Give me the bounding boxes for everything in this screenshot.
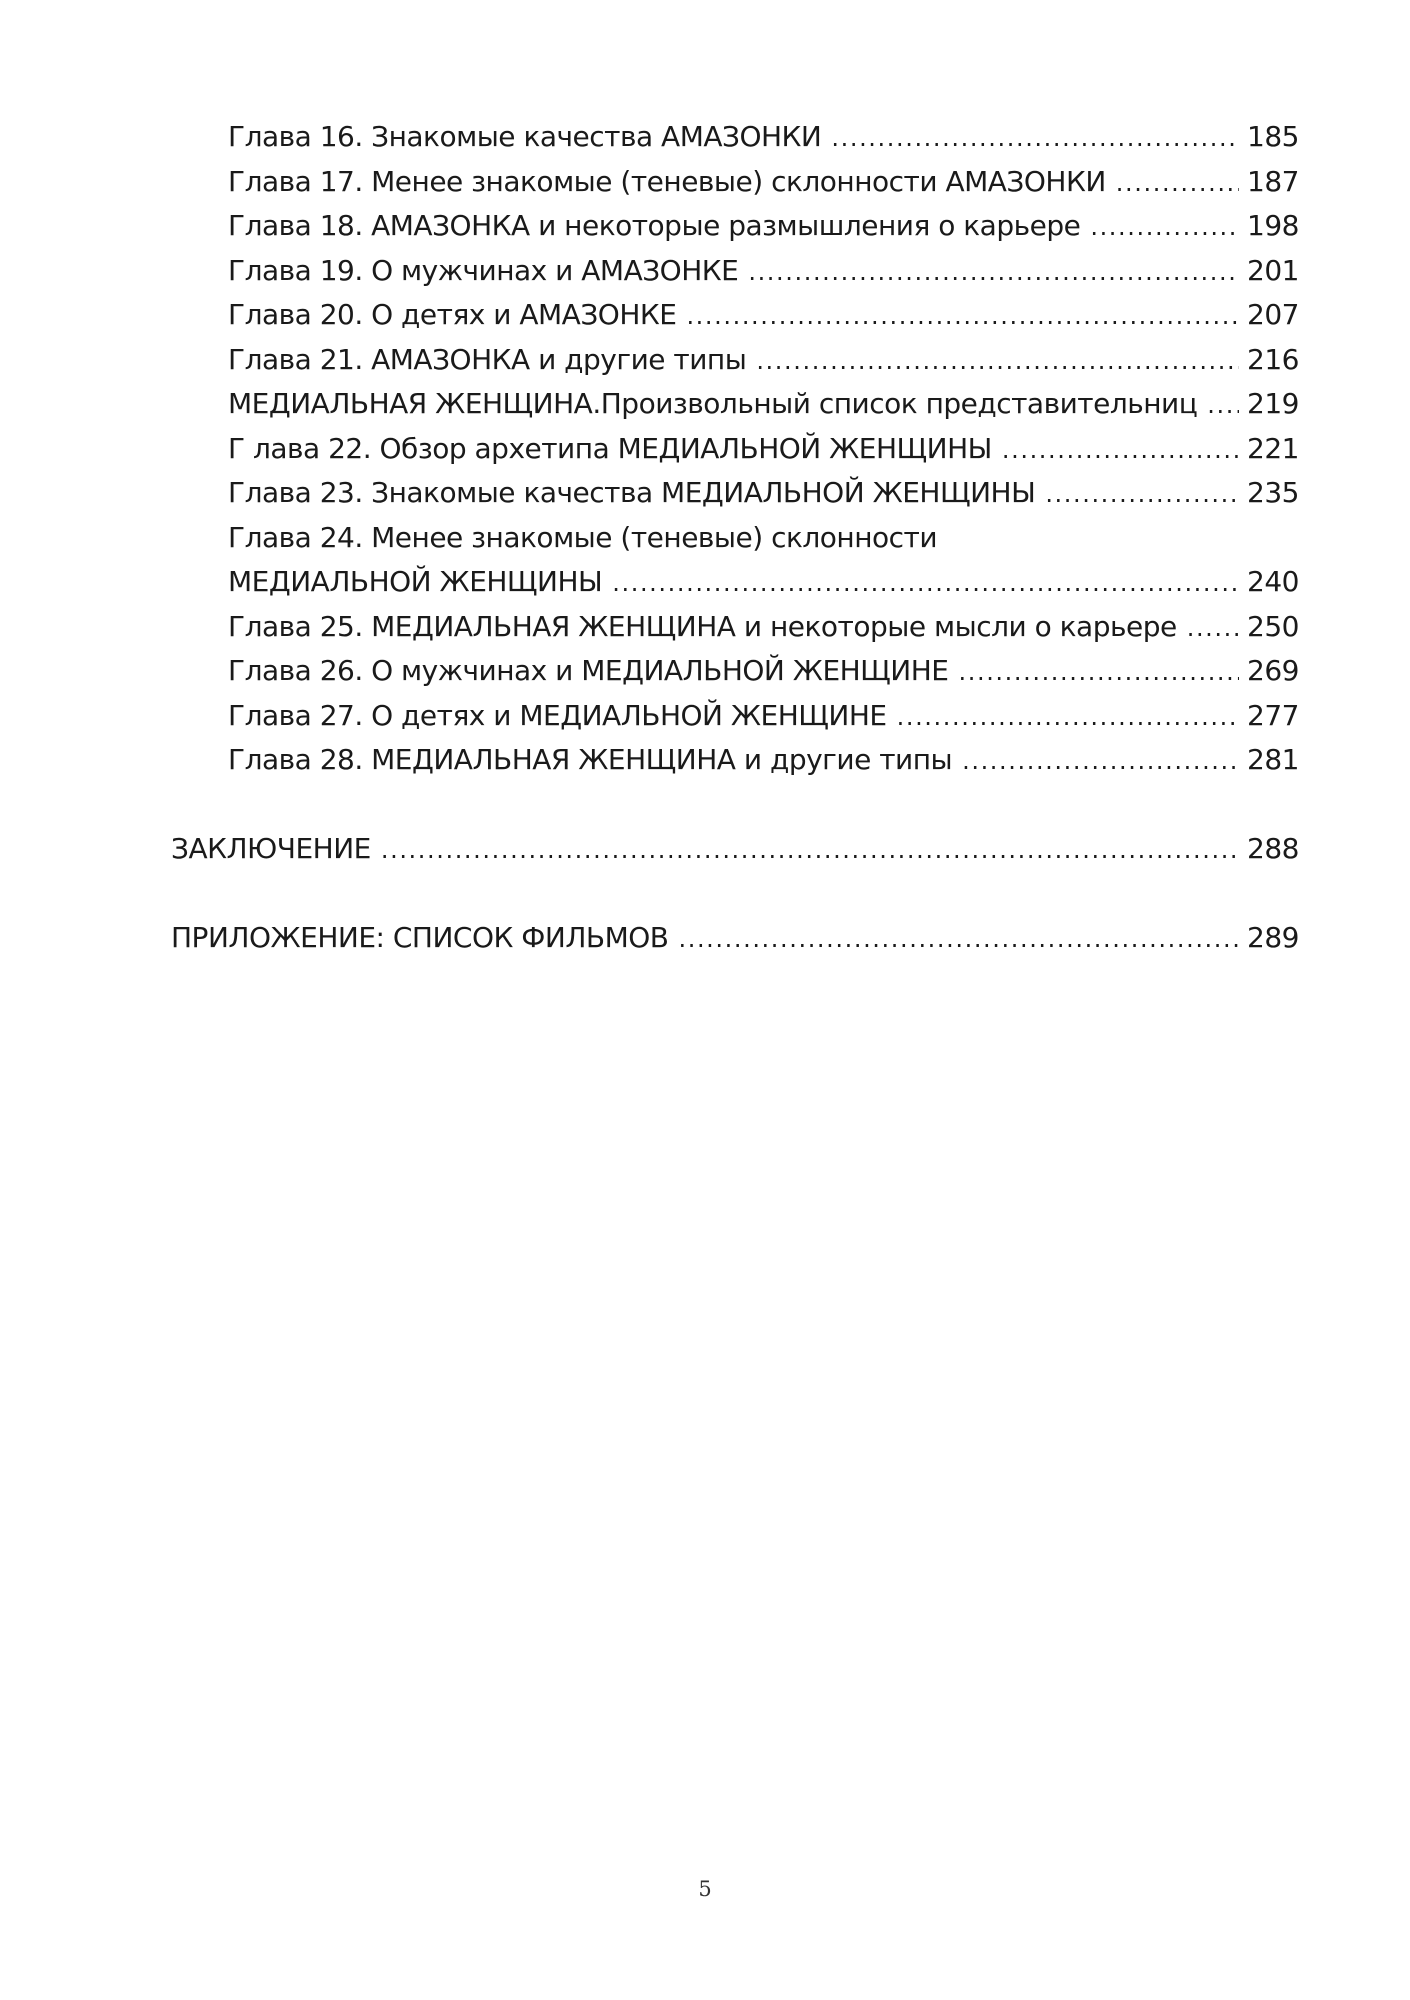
toc-entry-page: 281 (1247, 743, 1299, 776)
toc-entry-chapter-25 (171, 605, 1299, 650)
toc-entry-page: 235 (1247, 476, 1299, 509)
toc-entry-title: Глава 18. АМАЗОНКА и некоторые размышления о карьере (228, 209, 1081, 242)
dot-leader (748, 250, 1239, 295)
dot-leader (1002, 428, 1239, 473)
toc-entry-title: Глава 25. МЕДИАЛЬНАЯ ЖЕНЩИНА и некоторые мысли о карьере (228, 609, 1177, 643)
toc-entry-title: Глава 20. О детях и АМАЗОНКЕ (228, 298, 677, 331)
toc-entry-title: Глава 26. О мужчинах и МЕДИАЛЬНОЙ ЖЕНЩИНЕ (228, 654, 949, 687)
dot-leader (679, 917, 1240, 962)
toc-entry-title: Глава 28. МЕДИАЛЬНАЯ ЖЕНЩИНА и другие типы (228, 743, 953, 776)
toc-entry-page: 187 (1247, 164, 1299, 198)
dot-leader (897, 695, 1239, 740)
toc-entry-page: 198 (1247, 209, 1299, 242)
toc-entry-title: Глава 16. Знакомые качества АМАЗОНКИ (228, 120, 822, 153)
toc-entry-title: Глава 19. О мужчинах и АМАЗОНКЕ (228, 253, 739, 287)
toc-entry-page: 201 (1247, 253, 1299, 287)
toc-entry-chapter-24 (171, 516, 1299, 561)
dot-leader (962, 739, 1239, 784)
toc-entry-chapter-23 (171, 471, 1299, 516)
toc-entry-title: МЕДИАЛЬНАЯ ЖЕНЩИНА.Произвольный список представительниц (228, 387, 1198, 420)
toc-section-conclusion (171, 827, 1299, 872)
dot-leader (1090, 205, 1239, 250)
toc-entry-medial-woman-list (171, 382, 1299, 427)
toc-entry-chapter-26 (171, 649, 1299, 694)
toc-entry-title: Глава 23. Знакомые качества МЕДИАЛЬНОЙ ЖЕНЩИНЫ (228, 476, 1036, 509)
toc-section-page: 289 (1247, 921, 1299, 954)
page-number: 5 (698, 1877, 712, 1901)
toc-entry-chapter-28 (171, 738, 1299, 783)
toc-entry-chapter-17 (171, 160, 1299, 205)
toc-entry-page: 207 (1247, 298, 1299, 331)
toc-entry-page: 216 (1247, 342, 1299, 376)
dot-leader (1207, 383, 1239, 428)
dot-leader (686, 294, 1239, 339)
toc-section-title: ЗАКЛЮЧЕНИЕ (171, 831, 371, 865)
toc-section-page: 288 (1247, 831, 1299, 865)
dot-leader (1187, 606, 1239, 651)
toc-entry-chapter-22 (171, 427, 1299, 472)
toc-entry-title: Глава 21. АМАЗОНКА и другие типы (228, 342, 747, 376)
toc-entry-chapter-19 (171, 249, 1299, 294)
toc-entry-page: 250 (1247, 609, 1299, 643)
toc-entry-chapter-18 (171, 204, 1299, 249)
toc-entry-page: 269 (1247, 654, 1299, 687)
toc-entry-chapter-24-continuation (171, 560, 1299, 605)
toc-entry-page: 277 (1247, 698, 1299, 732)
toc-section-appendix (171, 916, 1299, 961)
toc-entry-chapter-20 (171, 293, 1299, 338)
toc-entry-page: 221 (1247, 431, 1299, 465)
dot-leader (381, 828, 1239, 873)
table-of-contents (171, 115, 1299, 961)
toc-entry-title: Г лава 22. Обзор архетипа МЕДИАЛЬНОЙ ЖЕНЩИНЫ (228, 431, 992, 465)
dot-leader (756, 339, 1239, 384)
toc-entry-title: Глава 27. О детях и МЕДИАЛЬНОЙ ЖЕНЩИНЕ (228, 698, 887, 732)
toc-entry-page: 240 (1247, 565, 1299, 598)
dot-leader (612, 561, 1239, 606)
toc-section-title: ПРИЛОЖЕНИЕ: СПИСОК ФИЛЬМОВ (171, 921, 669, 954)
toc-entry-title: Глава 17. Менее знакомые (теневые) склонности АМАЗОНКИ (228, 164, 1106, 198)
toc-entry-chapter-16 (171, 115, 1299, 160)
toc-entry-page: 219 (1247, 387, 1299, 420)
dot-leader (831, 116, 1239, 161)
toc-entry-title: Глава 24. Менее знакомые (теневые) склонности (228, 520, 938, 554)
dot-leader (1045, 472, 1239, 517)
dot-leader (959, 650, 1240, 695)
toc-entry-chapter-27 (171, 694, 1299, 739)
toc-entry-chapter-21 (171, 338, 1299, 383)
toc-entry-title-continuation: МЕДИАЛЬНОЙ ЖЕНЩИНЫ (228, 565, 603, 598)
toc-entry-page: 185 (1247, 120, 1299, 153)
dot-leader (1116, 161, 1239, 206)
